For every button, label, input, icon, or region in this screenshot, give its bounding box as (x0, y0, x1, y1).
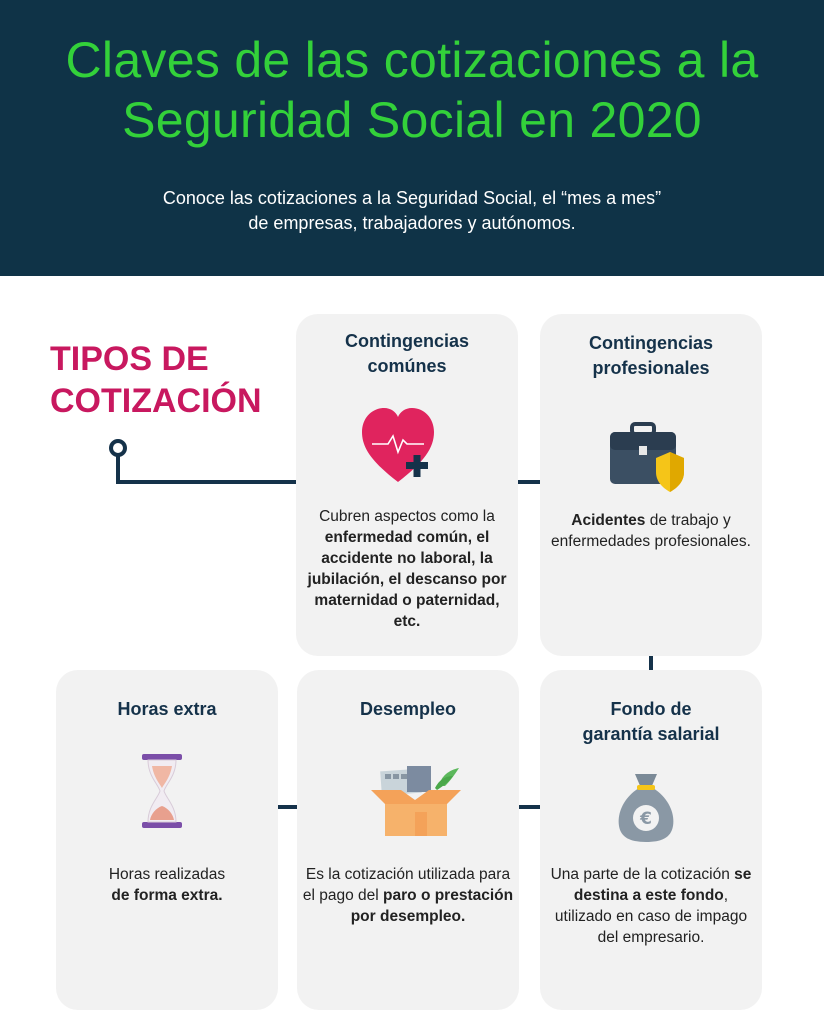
card-description-bold: de forma extra. (111, 887, 223, 904)
card-description-text: Cubren aspectos como la (319, 508, 495, 525)
card-title-line-1: Fondo de (610, 699, 692, 719)
card-fondo-garantia-salarial (540, 670, 762, 1010)
money-bag-euro-icon (615, 770, 677, 849)
card-desempleo (297, 670, 519, 1010)
card-description-bold: Acidentes (571, 512, 646, 529)
card-description-bold: paro o prestación por desempleo. (350, 887, 514, 925)
card-description-text-2: , utilizado en caso de impago del empresario. (554, 887, 748, 946)
card-title (297, 697, 519, 722)
card-title-line-2: profesionales (592, 358, 710, 378)
page-subtitle-line-2: de empresas, trabajadores y autónomos. (248, 213, 576, 233)
card-contingencias-profesionales (540, 314, 762, 656)
heart-health-icon (360, 406, 442, 493)
card-title (540, 331, 762, 381)
card-description-text: de trabajo y enfermedades profesionales. (551, 512, 751, 550)
card-description (300, 506, 514, 632)
card-title (540, 697, 762, 747)
timeline-start-node (111, 441, 125, 455)
card-description (301, 864, 515, 927)
card-title-line-2: comúnes (367, 356, 447, 376)
card-title-line-1: Desempleo (359, 699, 457, 719)
page-subtitle-line-1: Conoce las cotizaciones a la Seguridad Social, el “mes a mes” (162, 188, 662, 208)
hourglass-icon (140, 752, 184, 835)
card-title-line-2: garantía salarial (582, 724, 720, 744)
card-description (544, 510, 758, 552)
card-description (544, 864, 758, 948)
euro-symbol: € (640, 809, 652, 829)
card-title (296, 329, 518, 379)
card-description-text: Horas realizadas (108, 866, 226, 883)
card-description-bold: se destina a este fondo (573, 866, 752, 904)
card-description-text: Una parte de la cotización (550, 866, 735, 883)
card-description-bold: enfermedad común, el accidente no laboral, la jubilación, el descanso por maternidad o paternidad, etc. (307, 529, 507, 630)
moving-box-icon (369, 764, 463, 843)
card-title-line-1: Horas extra (117, 699, 217, 719)
briefcase-shield-icon (608, 422, 690, 501)
timeline-start-line (118, 455, 318, 482)
timeline-start-connector (111, 441, 318, 482)
card-title (56, 697, 278, 722)
card-description-text: Es la cotización utilizada para el pago del (302, 866, 511, 904)
section-title-line-1: TIPOS DE (50, 340, 209, 378)
page-title-line-2: Seguridad Social en 2020 (122, 92, 702, 148)
section-title-line-2: COTIZACIÓN (50, 382, 262, 420)
card-contingencias-comunes (296, 314, 518, 656)
card-horas-extra (56, 670, 278, 1010)
page-title-line-1: Claves de las cotizaciones a la (65, 32, 759, 88)
card-title-line-1: Contingencias (588, 333, 713, 353)
card-description (60, 864, 274, 906)
card-title-line-1: Contingencias (344, 331, 469, 351)
